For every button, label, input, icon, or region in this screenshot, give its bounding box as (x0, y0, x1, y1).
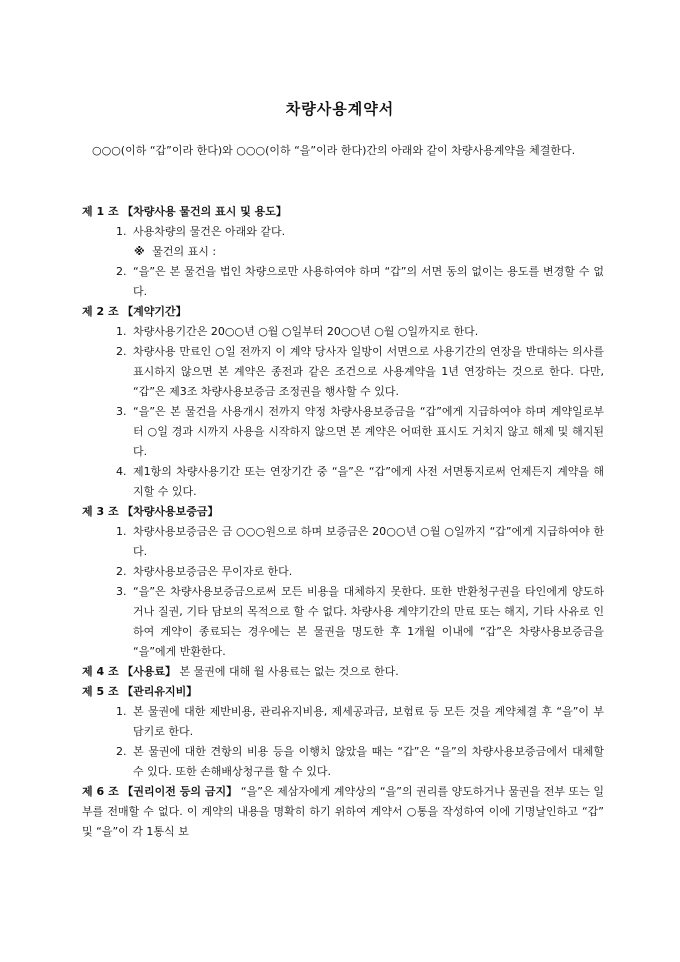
item-marker: 1. (116, 525, 127, 538)
item-text: 사용차량의 물건은 아래와 같다. (133, 225, 286, 238)
item-text: 차량사용보증금은 금 ○○○원으로 하며 보증금은 20○○년 ○월 ○일까지 “갑”에게 지급하여야 한다. (133, 525, 604, 558)
article-heading: 【관리유지비】 (122, 685, 198, 698)
article-3 (82, 502, 604, 662)
item-marker: 3. (116, 585, 127, 598)
article-number: 제 5 조 (82, 685, 119, 698)
item-text: 차량사용기간은 20○○년 ○월 ○일부터 20○○년 ○월 ○일까지로 한다. (133, 325, 479, 338)
article-heading: 【계약기간】 (122, 305, 187, 318)
article-item (82, 222, 604, 242)
item-marker: 2. (116, 565, 127, 578)
article-item (82, 582, 604, 662)
article-1 (82, 202, 604, 302)
article-item (82, 562, 604, 582)
article-item (82, 402, 604, 462)
article-number: 제 3 조 (82, 505, 119, 518)
article-header (82, 502, 604, 522)
article-item (82, 522, 604, 562)
item-marker: 1. (116, 705, 127, 718)
article-heading: 【사용료】 (122, 665, 176, 678)
article-item (82, 742, 604, 782)
article-header (82, 302, 604, 322)
item-text: 차량사용보증금은 무이자로 한다. (133, 565, 293, 578)
item-marker: 1. (116, 225, 127, 238)
item-text: 본 물권에 대한 제반비용, 관리유지비용, 제세공과금, 보험료 등 모든 것을 계약체결 후 “을”이 부담키로 한다. (133, 705, 604, 738)
article-header (82, 682, 604, 702)
article-item (82, 342, 604, 402)
item-marker: 2. (116, 265, 127, 278)
document-title: 차량사용계약서 (285, 100, 395, 118)
article-4 (82, 662, 604, 682)
intro-paragraph (82, 140, 602, 161)
article-number: 제 2 조 (82, 305, 119, 318)
article-heading: 【권리이전 등의 금지】 (122, 785, 238, 798)
item-marker: 2. (116, 345, 127, 358)
article-heading: 【차량사용보증금】 (122, 505, 219, 518)
article-number: 제 1 조 (82, 205, 119, 218)
article-5 (82, 682, 604, 782)
article-header (82, 202, 604, 222)
article-number: 제 4 조 (82, 665, 119, 678)
item-text: 제1항의 차량사용기간 또는 연장기간 중 “을”은 “갑”에게 사전 서면통지로써 언제든지 계약을 해지할 수 있다. (133, 465, 604, 498)
item-text: “을”은 차량사용보증금으로써 모든 비용을 대체하지 못한다. 또한 반환청구권을 타인에게 양도하거나 질권, 기타 담보의 목적으로 할 수 없다. 차량사용 계약기간의 만료 또는 해지, 기타 사유로 인하여 계약이 종료되는 경우에는 본 물권을 명도한 후 1개월 이내에 “갑”은 차량사용보증금을 “을”에게 반환한다. (133, 585, 604, 658)
article-item (82, 262, 604, 302)
article-number: 제 6 조 (82, 785, 119, 798)
article-heading: 【차량사용 물건의 표시 및 용도】 (122, 205, 287, 218)
item-text: “을”은 본 물건을 법인 차량으로만 사용하여야 하며 “갑”의 서면 동의 없이는 용도를 변경할 수 없다. (133, 265, 604, 298)
article-item (82, 702, 604, 742)
article-item (82, 322, 604, 342)
article-item (82, 462, 604, 502)
article-text: “을”은 제삼자에게 계약상의 “을”의 권리를 양도하거나 물권을 전부 또는 일부를 전매할 수 없다. 이 계약의 내용을 명확히 하기 위하여 계약서 ○통을 작성하여 이에 기명날인하고 “갑” 및 “을”이 각 1통식 보 (82, 785, 605, 838)
articles (82, 202, 604, 842)
article-note (82, 242, 604, 262)
item-marker: 3. (116, 405, 127, 418)
reference-mark-icon: ※ (134, 245, 145, 258)
item-text: 본 물권에 대한 견항의 비용 등을 이행치 않았을 때는 “갑”은 “을”의 차량사용보증금에서 대체할 수 있다. 또한 손해배상청구를 할 수 있다. (133, 745, 604, 778)
article-header (82, 662, 604, 682)
item-marker: 4. (116, 465, 127, 478)
intro-text: ○○○(이하 “갑”이라 한다)와 ○○○(이하 “을”이라 한다)간의 아래와 같이 차량사용계약을 체결한다. (92, 144, 576, 157)
item-marker: 2. (116, 745, 127, 758)
item-text: “을”은 본 물건을 사용개시 전까지 약정 차량사용보증금을 “갑”에게 지급하여야 하며 계약일로부터 ○일 경과 시까지 사용을 시작하지 않으면 본 계약은 어떠한 표시도 거치지 않고 해제 및 해지된다. (133, 405, 604, 458)
article-paragraph (82, 782, 604, 842)
article-2 (82, 302, 604, 502)
item-marker: 1. (116, 325, 127, 338)
item-text: 차량사용 만료인 ○일 전까지 이 계약 당사자 일방이 서면으로 사용기간의 연장을 반대하는 의사를 표시하지 않으면 본 계약은 종전과 같은 조건으로 사용계약을 1년 연장하는 것으로 한다. 다만, “갑”은 제3조 차량사용보증금 조정권을 행사할 수 있다. (133, 345, 604, 398)
article-6 (82, 782, 604, 842)
article-text: 본 물권에 대해 월 사용료는 없는 것으로 한다. (179, 665, 399, 678)
note-text: 물건의 표시 : (152, 245, 217, 258)
